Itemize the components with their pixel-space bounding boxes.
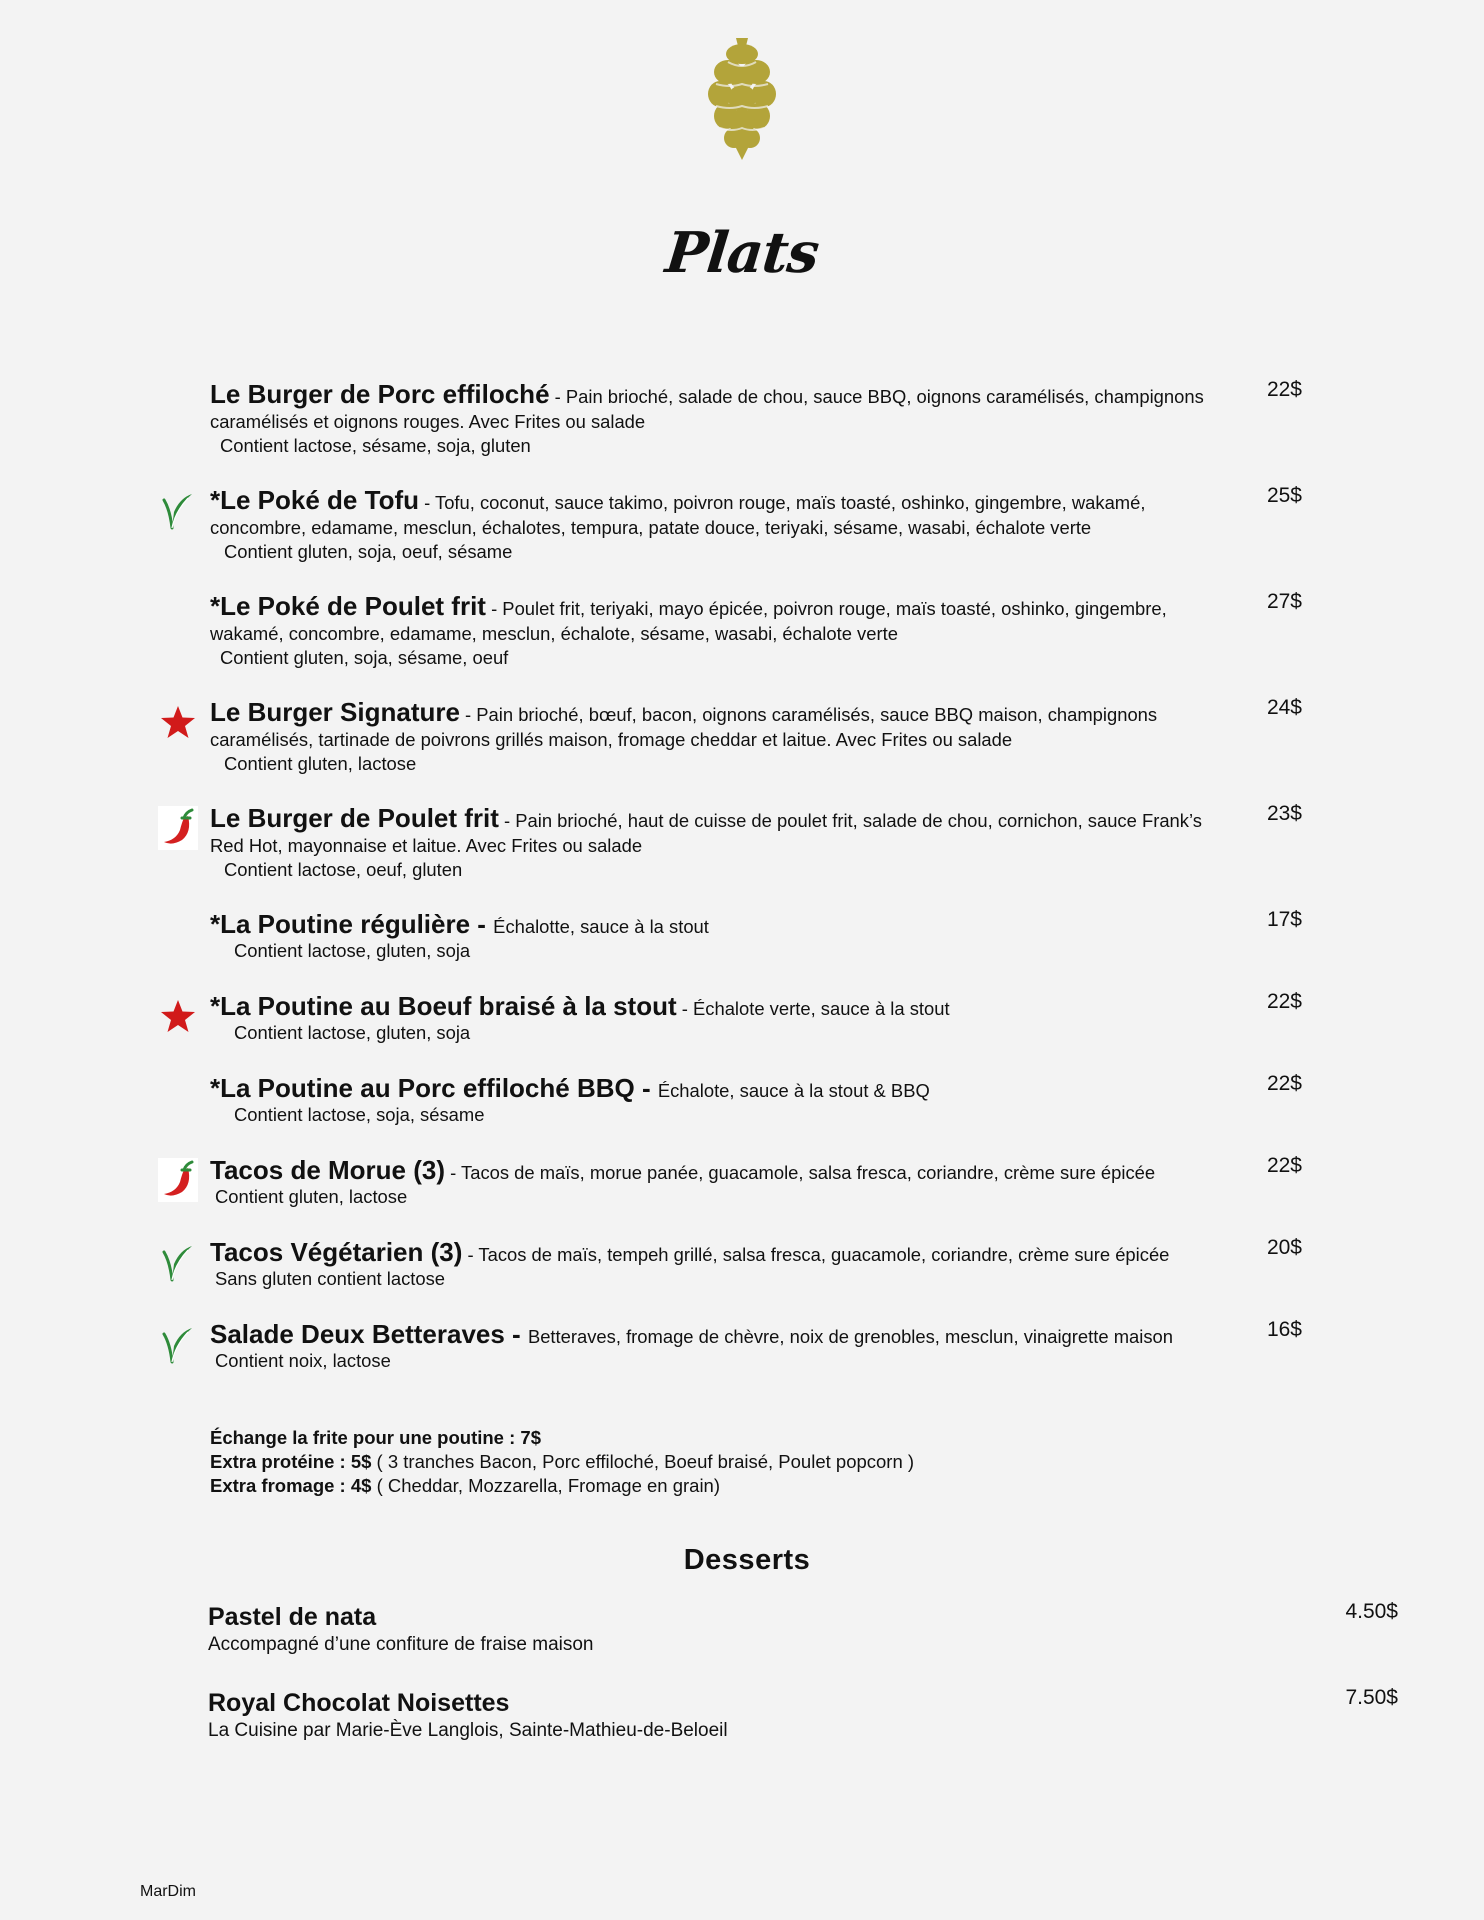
menu-item-description: - Pain brioché, bœuf, bacon, oignons caramélisés, sauce BBQ maison, champignons caramélisés, tartinade de poivrons grillés maison, fromage cheddar et laitue. Avec Frites ou salade bbox=[210, 704, 1158, 750]
menu-item-allergens: Contient lactose, oeuf, gluten bbox=[224, 859, 463, 880]
extra-label: Échange la frite pour une poutine : 7$ bbox=[210, 1427, 541, 1448]
menu-item-name: Salade Deux Betteraves - bbox=[210, 1319, 528, 1349]
menu-item-description: - Échalote verte, sauce à la stout bbox=[676, 998, 950, 1019]
star-icon bbox=[158, 700, 198, 744]
extra-line bbox=[210, 1474, 914, 1498]
menu-item-name: *Le Poké de Poulet frit bbox=[210, 591, 486, 621]
menu-item-price: 22$ bbox=[1266, 1072, 1302, 1095]
menu-item-price: 17$ bbox=[1266, 908, 1302, 931]
menu-item-body bbox=[210, 485, 1220, 564]
menu-item-name: Le Burger de Poulet frit bbox=[210, 803, 499, 833]
star-icon bbox=[158, 994, 198, 1038]
dessert-price: 7.50$ bbox=[1345, 1686, 1398, 1709]
menu-item-body bbox=[210, 379, 1220, 458]
menu-item-allergens: Contient gluten, lactose bbox=[224, 753, 417, 774]
vegetarian-leaf-icon bbox=[158, 488, 198, 532]
menu-item-body bbox=[210, 1319, 1220, 1373]
desserts-heading: Desserts bbox=[683, 1544, 811, 1576]
menu-item-allergens: Contient noix, lactose bbox=[215, 1350, 391, 1371]
dessert-description: La Cuisine par Marie-Ève Langlois, Sainte-Mathieu-de-Beloeil bbox=[208, 1720, 728, 1741]
chili-pepper-icon bbox=[158, 806, 198, 850]
dessert-item bbox=[208, 1686, 1398, 1744]
menu-item-description: Betteraves, fromage de chèvre, noix de grenobles, mesclun, vinaigrette maison bbox=[527, 1326, 1173, 1347]
menu-item-allergens: Contient lactose, sésame, soja, gluten bbox=[220, 435, 531, 456]
menu-item-allergens: Contient lactose, gluten, soja bbox=[234, 1022, 471, 1043]
chili-pepper-icon bbox=[158, 1158, 198, 1202]
menu-item-body bbox=[210, 1237, 1220, 1291]
menu-item-name: Le Burger Signature bbox=[210, 697, 460, 727]
extra-detail: ( Cheddar, Mozzarella, Fromage en grain) bbox=[371, 1475, 721, 1496]
menu-item-price: 24$ bbox=[1266, 696, 1302, 719]
menu-item-description: - Pain brioché, haut de cuisse de poulet frit, salade de chou, cornichon, sauce Frank’s Red Hot, mayonnaise et laitue. Avec Frites ou salade bbox=[210, 810, 1202, 856]
dessert-price: 4.50$ bbox=[1345, 1600, 1398, 1623]
menu-item-price: 22$ bbox=[1266, 1154, 1302, 1177]
menu-item-allergens: Contient gluten, soja, sésame, oeuf bbox=[220, 647, 509, 668]
dessert-name: Royal Chocolat Noisettes bbox=[208, 1689, 510, 1717]
menu-item-body bbox=[210, 991, 1220, 1045]
dessert-name: Pastel de nata bbox=[208, 1603, 377, 1631]
menu-item-name: Tacos Végétarien (3) bbox=[210, 1237, 463, 1267]
menu-item-body bbox=[210, 591, 1220, 670]
menu-item-allergens: Contient lactose, soja, sésame bbox=[234, 1104, 485, 1125]
menu-item-allergens: Contient lactose, gluten, soja bbox=[234, 940, 471, 961]
menu-item-description: - Poulet frit, teriyaki, mayo épicée, poivron rouge, maïs toasté, oshinko, gingembre, wakamé, concombre, edamame, mesclun, échalote, sésame, wasabi, échalote verte bbox=[210, 598, 1167, 644]
vegetarian-leaf-icon bbox=[158, 1240, 198, 1284]
menu-item-price: 27$ bbox=[1266, 590, 1302, 613]
hop-cone-logo-icon bbox=[700, 36, 784, 161]
menu-item-price: 20$ bbox=[1266, 1236, 1302, 1259]
menu-item-name: Le Burger de Porc effiloché bbox=[210, 379, 550, 409]
extra-line bbox=[210, 1450, 914, 1474]
menu-item-body bbox=[210, 697, 1220, 776]
menu-item-description: - Tacos de maïs, morue panée, guacamole, salsa fresca, coriandre, crème sure épicée bbox=[445, 1162, 1156, 1183]
menu-item-body bbox=[210, 1155, 1220, 1209]
menu-item-price: 22$ bbox=[1266, 990, 1302, 1013]
menu-item-name: *La Poutine régulière - bbox=[210, 909, 494, 939]
extra-line bbox=[210, 1426, 914, 1450]
menu-item-body bbox=[210, 909, 1220, 963]
dessert-description: Accompagné d’une confiture de fraise maison bbox=[208, 1634, 594, 1655]
extra-detail: ( 3 tranches Bacon, Porc effiloché, Boeuf braisé, Poulet popcorn ) bbox=[371, 1451, 915, 1472]
vegetarian-leaf-icon bbox=[158, 1322, 198, 1366]
footer-text: MarDim bbox=[140, 1883, 196, 1900]
menu-item-name: *La Poutine au Boeuf braisé à la stout bbox=[210, 991, 677, 1021]
menu-item-name: *Le Poké de Tofu bbox=[210, 485, 419, 515]
page-title: Plats bbox=[662, 220, 822, 286]
menu-item-price: 23$ bbox=[1266, 802, 1302, 825]
extras-section bbox=[210, 1426, 914, 1498]
menu-item-allergens: Contient gluten, lactose bbox=[215, 1186, 408, 1207]
menu-item-description: Échalotte, sauce à la stout bbox=[493, 916, 709, 937]
menu-item-allergens: Sans gluten contient lactose bbox=[215, 1268, 446, 1289]
dessert-item bbox=[208, 1600, 1398, 1658]
menu-item-allergens: Contient gluten, soja, oeuf, sésame bbox=[224, 541, 513, 562]
menu-item-price: 22$ bbox=[1266, 378, 1302, 401]
extra-label: Extra fromage : 4$ bbox=[210, 1475, 372, 1496]
menu-item-price: 25$ bbox=[1266, 484, 1302, 507]
menu-item-name: *La Poutine au Porc effiloché BBQ - bbox=[210, 1073, 658, 1103]
menu-item-description: - Tofu, coconut, sauce takimo, poivron rouge, maïs toasté, oshinko, gingembre, wakamé, concombre, edamame, mesclun, échalotes, tempura, patate douce, teriyaki, sésame, wasabi, échalote verte bbox=[210, 492, 1146, 538]
menu-item-price: 16$ bbox=[1266, 1318, 1302, 1341]
menu-item-body bbox=[210, 803, 1220, 882]
menu-item-name: Tacos de Morue (3) bbox=[210, 1155, 446, 1185]
extra-label: Extra protéine : 5$ bbox=[210, 1451, 372, 1472]
menu-item-description: Échalote, sauce à la stout & BBQ bbox=[657, 1080, 930, 1101]
menu-item-description: - Tacos de maïs, tempeh grillé, salsa fresca, guacamole, coriandre, crème sure épicée bbox=[462, 1244, 1170, 1265]
menu-item-body bbox=[210, 1073, 1220, 1127]
menu-item-description: - Pain brioché, salade de chou, sauce BBQ, oignons caramélisés, champignons caramélisés et oignons rouges. Avec Frites ou salade bbox=[210, 386, 1204, 432]
